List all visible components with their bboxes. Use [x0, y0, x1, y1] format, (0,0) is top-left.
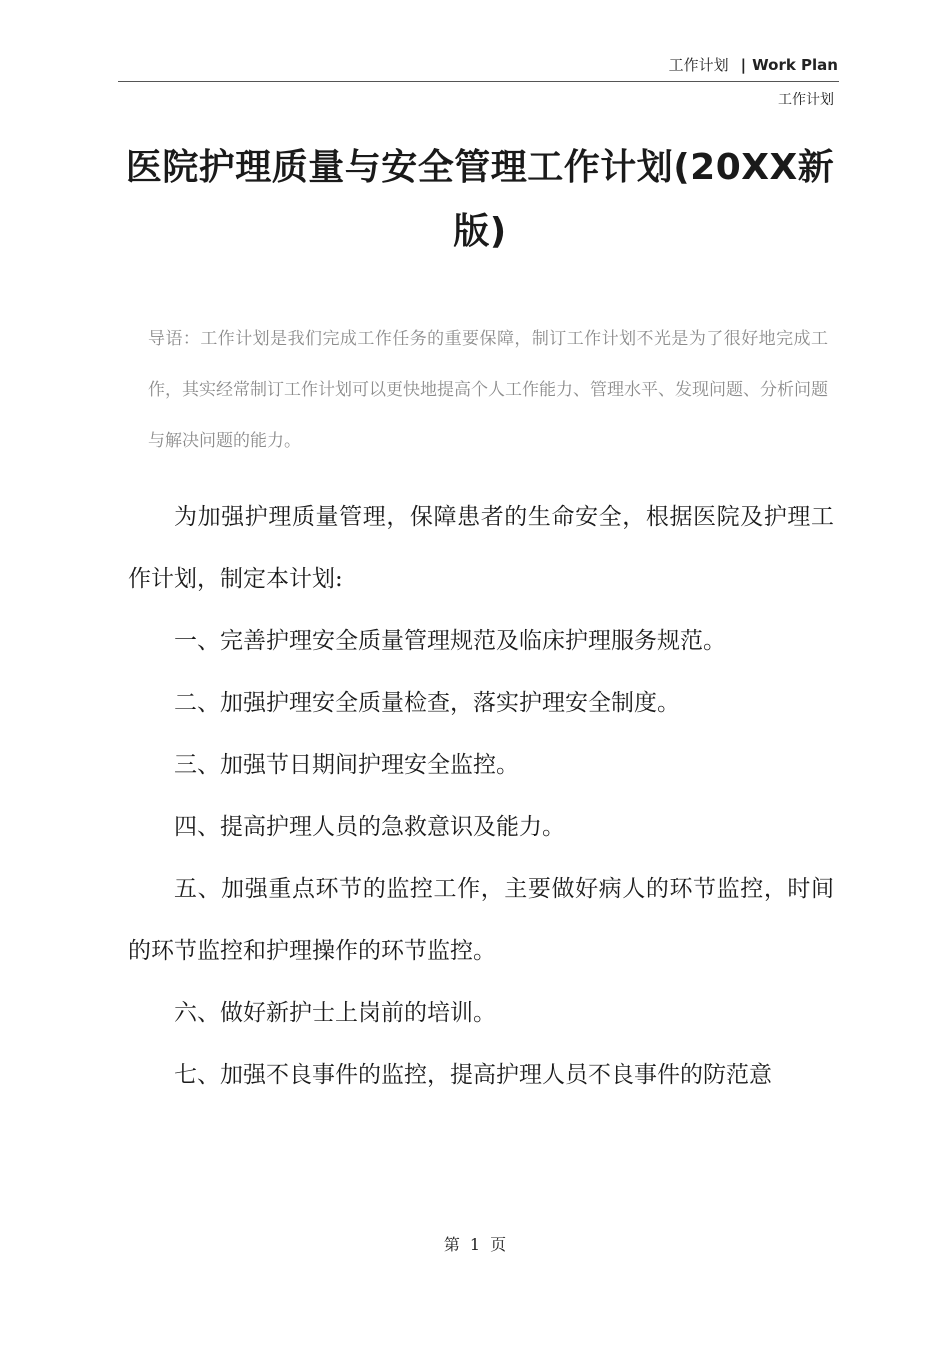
- page-footer: [0, 1232, 950, 1255]
- body-paragraph: 四、提高护理人员的急救意识及能力。: [174, 814, 565, 840]
- header-label: 工作计划: [668, 56, 729, 74]
- body-paragraph: 六、做好新护士上岗前的培训。: [174, 1000, 496, 1026]
- body-paragraph: 七、加强不良事件的监控，提高护理人员不良事件的防范意: [174, 1062, 772, 1088]
- body-paragraph: 为加强护理质量管理，保障患者的生命安全，根据医院及护理工作计划，制定本计划:: [128, 504, 834, 592]
- header-subtitle: 工作计划: [778, 92, 834, 108]
- body-paragraph: 三、加强节日期间护理安全监控。: [174, 752, 519, 778]
- page-number: 1: [469, 1235, 481, 1254]
- body-paragraph: 五、加强重点环节的监控工作，主要做好病人的环节监控，时间的环节监控和护理操作的环节监控。: [128, 876, 834, 964]
- body-paragraph: 一、完善护理安全质量管理规范及临床护理服务规范。: [174, 628, 726, 654]
- header-separator: |: [740, 56, 747, 74]
- header-brand: Work Plan: [752, 56, 838, 74]
- header-divider: [118, 81, 839, 82]
- body-paragraph: 二、加强护理安全质量检查，落实护理安全制度。: [174, 690, 680, 716]
- document-body: [128, 486, 834, 1106]
- document-title: 医院护理质量与安全管理工作计划(20XX新版): [125, 147, 835, 252]
- footer-prefix: 第: [443, 1235, 460, 1254]
- lead-paragraph: 导语：工作计划是我们完成工作任务的重要保障，制订工作计划不光是为了很好地完成工作，其实经常制订工作计划可以更快地提高个人工作能力、管理水平、发现问题、分析问题与解决问题的能力。: [148, 329, 828, 451]
- footer-suffix: 页: [490, 1235, 507, 1254]
- page-header: [669, 54, 838, 75]
